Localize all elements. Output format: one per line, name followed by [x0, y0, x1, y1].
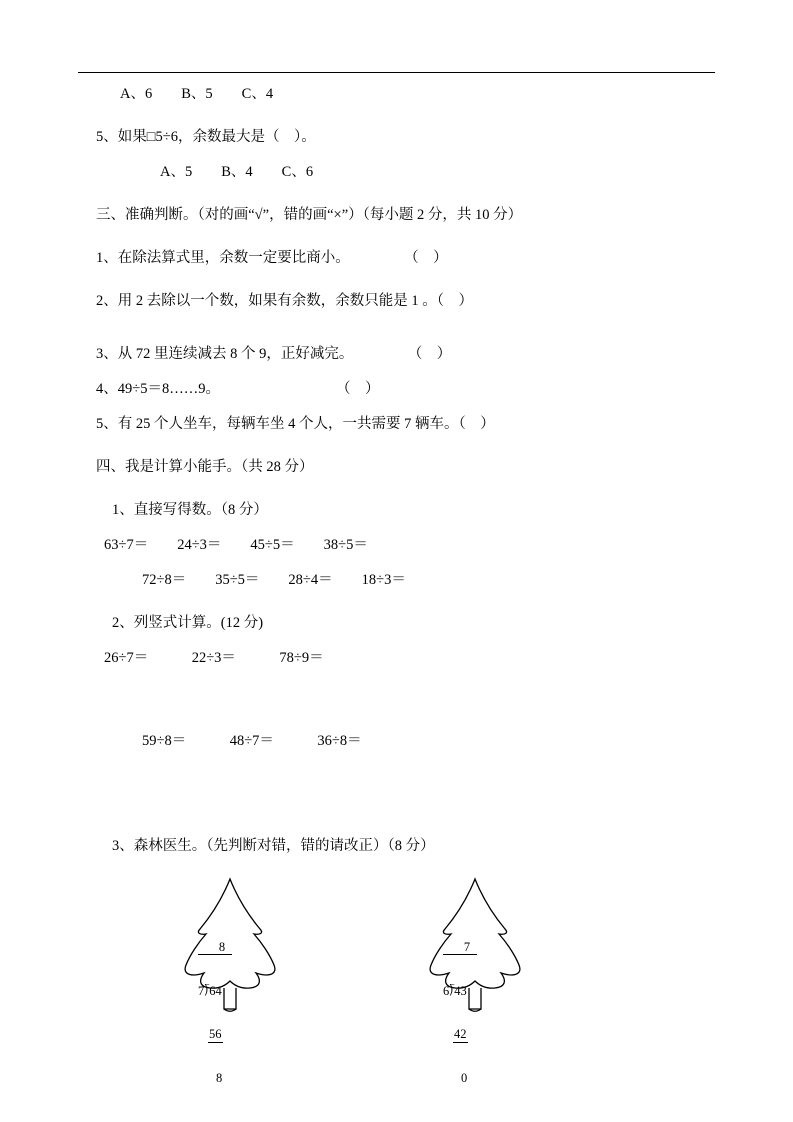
judge-item-4: 4、49÷5＝8……9。 （ ） — [96, 381, 380, 398]
spacer — [0, 669, 793, 731]
spacer — [0, 105, 793, 127]
tree-figures-group — [0, 873, 793, 1086]
spacer — [0, 814, 793, 836]
subtrahend-left: 56 — [209, 1027, 222, 1042]
spacer — [0, 269, 793, 291]
spacer — [0, 312, 793, 344]
spacer — [0, 148, 793, 162]
vertical-calc-row-1: 26÷7＝ 22÷3＝ 78÷9＝ — [104, 650, 324, 667]
spacer — [0, 521, 793, 535]
quotient-right: 7 — [443, 940, 477, 955]
spacer — [0, 435, 793, 457]
spacer — [0, 365, 793, 379]
spacer — [0, 226, 793, 248]
judge-item-3: 3、从 72 里连续减去 8 个 9，正好减完。 （ ） — [96, 346, 452, 363]
spacer — [0, 556, 793, 570]
division-work-right — [443, 911, 477, 1114]
judge-item-1: 1、在除法算式里，余数一定要比商小。 （ ） — [96, 250, 448, 267]
answer-options-q4: A、6 B、5 C、4 — [120, 86, 274, 102]
subsection-1-heading: 1、直接写得数。（8 分） — [112, 502, 268, 519]
section-four-heading: 四、我是计算小能手。（共 28 分） — [96, 459, 314, 476]
remainder-left: 8 — [216, 1071, 223, 1086]
oral-calc-row-1: 63÷7＝ 24÷3＝ 45÷5＝ 38÷5＝ — [104, 537, 368, 554]
dividend-row-right: 6⟌43 — [443, 984, 467, 999]
division-tree-right — [415, 873, 535, 1086]
oral-calc-row-2: 72÷8＝ 35÷5＝ 28÷4＝ 18÷3＝ — [142, 572, 406, 589]
document-body — [0, 84, 793, 1086]
spacer — [0, 752, 793, 814]
answer-options-q5: A、5 B、4 C、6 — [160, 164, 314, 181]
remainder-right: 0 — [461, 1071, 468, 1086]
vertical-calc-row-2: 59÷8＝ 48÷7＝ 36÷8＝ — [142, 733, 362, 750]
spacer — [0, 478, 793, 500]
header-divider — [78, 72, 715, 73]
dividend-row-left: 7⟌64 — [198, 984, 222, 999]
subsection-2-heading: 2、列竖式计算。(12 分) — [112, 615, 264, 632]
judge-item-2: 2、用 2 去除以一个数，如果有余数，余数只能是 1 。（ ） — [96, 293, 473, 310]
question-5-text: 5、如果□5÷6，余数最大是（ ）。 — [96, 129, 316, 146]
division-work-left — [198, 911, 232, 1114]
spacer — [0, 591, 793, 613]
subtrahend-right: 42 — [454, 1027, 467, 1042]
division-tree-left — [170, 873, 290, 1086]
spacer — [0, 183, 793, 205]
section-three-heading: 三、准确判断。（对的画“√”，错的画“×”）（每小题 2 分，共 10 分） — [96, 207, 523, 224]
spacer — [0, 634, 793, 648]
quotient-left: 8 — [198, 940, 232, 955]
subsection-3-heading: 3、森林医生。（先判断对错，错的请改正）（8 分） — [112, 838, 435, 855]
spacer — [0, 400, 793, 414]
judge-item-5: 5、有 25 个人坐车，每辆车坐 4 个人，一共需要 7 辆车。（ ） — [96, 416, 495, 433]
